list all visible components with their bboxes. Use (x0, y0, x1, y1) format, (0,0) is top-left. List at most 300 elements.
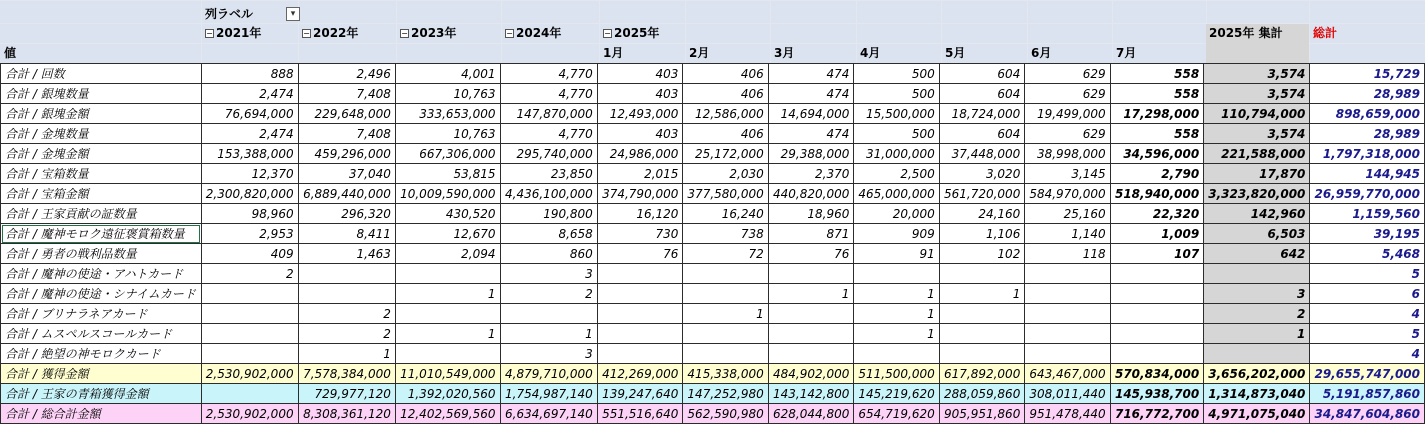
row-label-cell[interactable]: 合計 / 勇者の戦利品数量 (1, 244, 202, 264)
value-cell[interactable]: 1 (298, 344, 395, 364)
value-cell[interactable]: 562,590,980 (683, 404, 768, 424)
collapse-minus-icon[interactable]: − (303, 29, 310, 38)
table-row (1, 404, 1425, 424)
month-header: 6月 (1031, 46, 1052, 60)
value-cell[interactable]: 500 (854, 64, 939, 84)
value-cell[interactable]: 518,940,000 (1110, 184, 1204, 204)
value-cell[interactable] (201, 324, 298, 344)
value-cell[interactable]: 145,938,700 (1110, 384, 1204, 404)
value-cell[interactable]: 1 (500, 324, 597, 344)
value-cell[interactable]: 2,370 (768, 164, 854, 184)
value-cell[interactable] (1110, 264, 1204, 284)
value-cell[interactable]: 465,000,000 (854, 184, 939, 204)
value-cell[interactable] (597, 284, 683, 304)
value-cell[interactable] (1025, 324, 1110, 344)
value-cell[interactable]: 19,499,000 (1025, 104, 1110, 124)
table-row (1, 364, 1425, 384)
row-label-cell[interactable]: 合計 / 魔神の使途・アハトカード (1, 264, 202, 284)
value-cell[interactable] (854, 344, 939, 364)
value-cell[interactable] (1025, 304, 1110, 324)
value-cell[interactable]: 333,653,000 (395, 104, 500, 124)
subtotal-cell[interactable]: 142,960 (1204, 204, 1310, 224)
table-row (1, 344, 1425, 364)
grand-total-cell[interactable]: 144,945 (1310, 164, 1425, 184)
value-cell[interactable]: 16,240 (683, 204, 768, 224)
value-cell[interactable] (683, 264, 768, 284)
value-cell[interactable]: 190,800 (500, 204, 597, 224)
value-cell[interactable]: 118 (1025, 244, 1110, 264)
month-header: 4月 (860, 46, 881, 60)
collapse-minus-icon[interactable]: − (401, 29, 408, 38)
grand-total-cell[interactable]: 26,959,770,000 (1310, 184, 1425, 204)
table-row (1, 124, 1425, 144)
filter-dropdown-icon[interactable]: ▾ (286, 7, 300, 21)
value-cell[interactable]: 570,834,000 (1110, 364, 1204, 384)
value-cell[interactable]: 10,763 (395, 124, 500, 144)
gridline (856, 0, 857, 63)
value-cell[interactable]: 17,298,000 (1110, 104, 1204, 124)
grand-total-cell[interactable]: 1,797,318,000 (1310, 144, 1425, 164)
value-cell[interactable]: 3,020 (939, 164, 1025, 184)
value-cell[interactable]: 29,388,000 (768, 144, 854, 164)
column-labels-header: 列ラベル (205, 7, 254, 21)
value-cell[interactable]: 1,463 (298, 244, 395, 264)
value-cell[interactable]: 511,500,000 (854, 364, 939, 384)
grand-total-cell[interactable]: 898,659,000 (1310, 104, 1425, 124)
value-cell[interactable] (939, 324, 1025, 344)
value-cell[interactable]: 951,478,440 (1025, 404, 1110, 424)
value-cell[interactable]: 4,879,710,000 (500, 364, 597, 384)
value-cell[interactable]: 409 (201, 244, 298, 264)
value-cell[interactable]: 2,790 (1110, 164, 1204, 184)
value-cell[interactable] (1025, 284, 1110, 304)
row-label-cell[interactable]: 合計 / 魔神の使途・シナイムカード (1, 284, 202, 304)
value-cell[interactable] (500, 304, 597, 324)
value-cell[interactable]: 2,300,820,000 (201, 184, 298, 204)
value-cell[interactable]: 2,030 (683, 164, 768, 184)
row-label-cell[interactable]: 合計 / 王家貢献の証数量 (1, 204, 202, 224)
value-cell[interactable] (854, 264, 939, 284)
value-cell[interactable]: 91 (854, 244, 939, 264)
value-cell[interactable]: 153,388,000 (201, 144, 298, 164)
subtotal-cell[interactable]: 3,574 (1204, 64, 1310, 84)
grand-total-cell[interactable]: 28,989 (1310, 124, 1425, 144)
value-cell[interactable]: 3,145 (1025, 164, 1110, 184)
value-cell[interactable]: 604 (939, 84, 1025, 104)
value-cell[interactable] (768, 324, 854, 344)
gridline (1027, 0, 1028, 63)
value-cell[interactable]: 629 (1025, 64, 1110, 84)
value-cell[interactable]: 474 (768, 84, 854, 104)
value-cell[interactable]: 406 (683, 84, 768, 104)
value-cell[interactable] (683, 344, 768, 364)
value-cell[interactable] (1110, 304, 1204, 324)
value-cell[interactable]: 37,448,000 (939, 144, 1025, 164)
grand-total-cell[interactable]: 4 (1310, 344, 1425, 364)
grand-total-cell[interactable]: 39,195 (1310, 224, 1425, 244)
value-cell[interactable]: 871 (768, 224, 854, 244)
year-header-2022[interactable]: − 2022年 (303, 26, 359, 40)
value-cell[interactable]: 1 (683, 304, 768, 324)
value-cell[interactable]: 15,500,000 (854, 104, 939, 124)
value-cell[interactable]: 12,402,569,560 (395, 404, 500, 424)
value-cell[interactable]: 561,720,000 (939, 184, 1025, 204)
value-cell[interactable]: 296,320 (298, 204, 395, 224)
year-header-2023[interactable]: − 2023年 (401, 26, 457, 40)
collapse-minus-icon[interactable]: − (206, 29, 213, 38)
value-cell[interactable]: 14,694,000 (768, 104, 854, 124)
table-row (1, 104, 1425, 124)
gridline (201, 0, 202, 63)
subtotal-cell[interactable]: 3,574 (1204, 124, 1310, 144)
grand-total-cell[interactable]: 5,468 (1310, 244, 1425, 264)
value-cell[interactable]: 12,493,000 (597, 104, 683, 124)
table-row (1, 384, 1425, 404)
subtotal-cell[interactable] (1204, 344, 1310, 364)
value-cell[interactable]: 143,142,800 (768, 384, 854, 404)
value-cell[interactable]: 2,474 (201, 84, 298, 104)
value-cell[interactable]: 288,059,860 (939, 384, 1025, 404)
value-cell[interactable]: 558 (1110, 84, 1204, 104)
value-cell[interactable]: 308,011,440 (1025, 384, 1110, 404)
table-row (1, 204, 1425, 224)
row-label-cell[interactable]: 合計 / 獲得金額 (1, 364, 202, 384)
value-cell[interactable]: 76,694,000 (201, 104, 298, 124)
row-label-cell[interactable]: 合計 / 銀塊金額 (1, 104, 202, 124)
row-label-cell[interactable]: 合計 / 絶望の神モロクカード (1, 344, 202, 364)
gridline (770, 0, 771, 63)
subtotal-cell[interactable] (1204, 264, 1310, 284)
value-cell[interactable]: 37,040 (298, 164, 395, 184)
value-cell[interactable]: 654,719,620 (854, 404, 939, 424)
value-cell[interactable] (298, 284, 395, 304)
value-cell[interactable]: 25,172,000 (683, 144, 768, 164)
grand-total-cell[interactable]: 15,729 (1310, 64, 1425, 84)
row-label-cell[interactable]: 合計 / 銀塊数量 (1, 84, 202, 104)
value-cell[interactable] (395, 304, 500, 324)
value-cell[interactable]: 1 (854, 324, 939, 344)
table-row (1, 224, 1425, 244)
value-cell[interactable]: 403 (597, 124, 683, 144)
value-cell[interactable]: 1,392,020,560 (395, 384, 500, 404)
row-label-cell[interactable]: 合計 / ブリナラネアカード (1, 304, 202, 324)
value-cell[interactable]: 604 (939, 64, 1025, 84)
value-cell[interactable]: 1 (854, 304, 939, 324)
row-label-cell[interactable]: 合計 / 宝箱金額 (1, 184, 202, 204)
value-cell[interactable]: 38,998,000 (1025, 144, 1110, 164)
value-cell[interactable] (1110, 324, 1204, 344)
subtotal-cell[interactable]: 17,870 (1204, 164, 1310, 184)
value-cell[interactable]: 102 (939, 244, 1025, 264)
value-cell[interactable] (1110, 284, 1204, 304)
value-cell[interactable]: 10,763 (395, 84, 500, 104)
value-cell[interactable]: 6,889,440,000 (298, 184, 395, 204)
value-cell[interactable] (1110, 344, 1204, 364)
grand-total-cell[interactable]: 5,191,857,860 (1310, 384, 1425, 404)
value-cell[interactable] (597, 344, 683, 364)
value-cell[interactable]: 406 (683, 124, 768, 144)
value-cell[interactable]: 8,411 (298, 224, 395, 244)
month-header: 2月 (689, 46, 710, 60)
value-cell[interactable]: 229,648,000 (298, 104, 395, 124)
value-cell[interactable] (597, 264, 683, 284)
value-cell[interactable]: 1,009 (1110, 224, 1204, 244)
value-cell[interactable]: 8,658 (500, 224, 597, 244)
value-cell[interactable]: 500 (854, 84, 939, 104)
value-cell[interactable]: 4,770 (500, 84, 597, 104)
value-cell[interactable]: 24,160 (939, 204, 1025, 224)
value-cell[interactable]: 1 (854, 284, 939, 304)
value-cell[interactable]: 406 (683, 64, 768, 84)
value-cell[interactable] (298, 264, 395, 284)
grand-total-cell[interactable]: 28,989 (1310, 84, 1425, 104)
value-cell[interactable]: 643,467,000 (1025, 364, 1110, 384)
gridline (1112, 0, 1113, 63)
value-cell[interactable]: 377,580,000 (683, 184, 768, 204)
value-cell[interactable]: 2 (298, 304, 395, 324)
value-cell[interactable] (201, 284, 298, 304)
month-header: 3月 (774, 46, 795, 60)
subtotal-cell[interactable]: 1,314,873,040 (1204, 384, 1310, 404)
subtotal-cell[interactable]: 221,588,000 (1204, 144, 1310, 164)
month-header: 1月 (603, 46, 624, 60)
value-cell[interactable]: 8,308,361,120 (298, 404, 395, 424)
row-label-cell[interactable]: 合計 / 回数 (1, 64, 202, 84)
grand-total-cell[interactable]: 4 (1310, 304, 1425, 324)
value-cell[interactable]: 2 (201, 264, 298, 284)
value-cell[interactable]: 558 (1110, 124, 1204, 144)
table-row (1, 304, 1425, 324)
value-cell[interactable]: 107 (1110, 244, 1204, 264)
subtotal-cell[interactable]: 6,503 (1204, 224, 1310, 244)
value-cell[interactable]: 1,140 (1025, 224, 1110, 244)
value-cell[interactable]: 10,009,590,000 (395, 184, 500, 204)
value-cell[interactable]: 1,106 (939, 224, 1025, 244)
table-row (1, 64, 1425, 84)
value-cell[interactable]: 7,578,384,000 (298, 364, 395, 384)
value-cell[interactable]: 909 (854, 224, 939, 244)
value-cell[interactable]: 139,247,640 (597, 384, 683, 404)
value-cell[interactable]: 72 (683, 244, 768, 264)
month-header: 5月 (945, 46, 966, 60)
table-row (1, 84, 1425, 104)
grand-total-cell[interactable]: 1,159,560 (1310, 204, 1425, 224)
grand-total-cell[interactable]: 5 (1310, 264, 1425, 284)
grand-total-cell[interactable]: 29,655,747,000 (1310, 364, 1425, 384)
value-cell[interactable]: 905,951,860 (939, 404, 1025, 424)
value-cell[interactable]: 1 (395, 284, 500, 304)
value-cell[interactable]: 23,850 (500, 164, 597, 184)
value-cell[interactable]: 6,634,697,140 (500, 404, 597, 424)
value-cell[interactable]: 628,044,800 (768, 404, 854, 424)
subtotal-cell[interactable]: 1 (1204, 324, 1310, 344)
collapse-minus-icon[interactable]: − (604, 29, 611, 38)
row-label-cell[interactable]: 合計 / 王家の青箱獲得金額 (1, 384, 202, 404)
year-header-2021[interactable]: − 2021年 (206, 26, 262, 40)
row-label-cell[interactable]: 合計 / 宝箱数量 (1, 164, 202, 184)
row-label-cell[interactable]: 合計 / 金塊金額 (1, 144, 202, 164)
value-cell[interactable]: 2,094 (395, 244, 500, 264)
table-row (1, 244, 1425, 264)
value-cell[interactable]: 403 (597, 64, 683, 84)
gridline (941, 0, 942, 63)
value-cell[interactable] (939, 264, 1025, 284)
value-cell[interactable]: 76 (768, 244, 854, 264)
value-cell[interactable]: 147,870,000 (500, 104, 597, 124)
value-cell[interactable]: 1 (939, 284, 1025, 304)
grand-total-cell[interactable]: 5 (1310, 324, 1425, 344)
value-cell[interactable]: 716,772,700 (1110, 404, 1204, 424)
value-cell[interactable]: 551,516,640 (597, 404, 683, 424)
value-cell[interactable]: 558 (1110, 64, 1204, 84)
value-cell[interactable]: 667,306,000 (395, 144, 500, 164)
collapse-minus-icon[interactable]: − (506, 29, 513, 38)
grand-total-cell[interactable]: 34,847,604,860 (1310, 404, 1425, 424)
grand-total-cell[interactable]: 6 (1310, 284, 1425, 304)
value-cell[interactable]: 629 (1025, 84, 1110, 104)
value-cell[interactable] (395, 344, 500, 364)
subtotal-cell[interactable]: 3,323,820,000 (1204, 184, 1310, 204)
gridline (1309, 0, 1310, 63)
gridline (599, 0, 600, 63)
value-cell[interactable] (597, 324, 683, 344)
value-cell[interactable]: 629 (1025, 124, 1110, 144)
year-header-2025[interactable]: − 2025年 (604, 26, 660, 40)
value-cell[interactable]: 76 (597, 244, 683, 264)
subtotal-cell[interactable]: 642 (1204, 244, 1310, 264)
subtotal-cell[interactable]: 3 (1204, 284, 1310, 304)
value-cell[interactable] (201, 384, 298, 404)
grand-total-header: 総計 (1313, 26, 1338, 40)
value-cell[interactable]: 412,269,000 (597, 364, 683, 384)
value-cell[interactable] (683, 284, 768, 304)
row-label-cell[interactable]: 合計 / 金塊数量 (1, 124, 202, 144)
value-cell[interactable]: 617,892,000 (939, 364, 1025, 384)
table-row (1, 164, 1425, 184)
value-cell[interactable]: 25,160 (1025, 204, 1110, 224)
table-row (1, 144, 1425, 164)
value-cell[interactable] (597, 304, 683, 324)
value-cell[interactable]: 729,977,120 (298, 384, 395, 404)
value-cell[interactable]: 11,010,549,000 (395, 364, 500, 384)
value-cell[interactable]: 98,960 (201, 204, 298, 224)
value-cell[interactable]: 12,670 (395, 224, 500, 244)
value-cell[interactable]: 4,770 (500, 124, 597, 144)
value-cell[interactable]: 4,436,100,000 (500, 184, 597, 204)
value-cell[interactable]: 584,970,000 (1025, 184, 1110, 204)
value-cell[interactable]: 20,000 (854, 204, 939, 224)
value-cell[interactable] (768, 264, 854, 284)
value-cell[interactable]: 2 (500, 284, 597, 304)
value-cell[interactable]: 53,815 (395, 164, 500, 184)
value-cell[interactable]: 18,724,000 (939, 104, 1025, 124)
value-cell[interactable]: 474 (768, 124, 854, 144)
value-cell[interactable] (768, 344, 854, 364)
value-cell[interactable] (201, 344, 298, 364)
subtotal-cell[interactable]: 110,794,000 (1204, 104, 1310, 124)
subtotal-2025-header: 2025年 集計 (1209, 26, 1283, 40)
value-cell[interactable] (1025, 264, 1110, 284)
value-cell[interactable]: 24,986,000 (597, 144, 683, 164)
row-label-cell[interactable]: 合計 / ムスペルスコールカード (1, 324, 202, 344)
value-cell[interactable]: 500 (854, 124, 939, 144)
value-cell[interactable]: 2,500 (854, 164, 939, 184)
value-cell[interactable]: 7,408 (298, 84, 395, 104)
value-cell[interactable] (768, 304, 854, 324)
value-cell[interactable]: 440,820,000 (768, 184, 854, 204)
value-cell[interactable]: 12,370 (201, 164, 298, 184)
value-cell[interactable]: 604 (939, 124, 1025, 144)
value-cell[interactable] (939, 304, 1025, 324)
value-cell[interactable]: 2,015 (597, 164, 683, 184)
value-cell[interactable]: 484,902,000 (768, 364, 854, 384)
value-cell[interactable] (1025, 344, 1110, 364)
value-cell[interactable] (395, 264, 500, 284)
value-cell[interactable]: 145,219,620 (854, 384, 939, 404)
value-cell[interactable]: 18,960 (768, 204, 854, 224)
value-cell[interactable]: 34,596,000 (1110, 144, 1204, 164)
value-cell[interactable]: 3 (500, 264, 597, 284)
value-cell[interactable]: 415,338,000 (683, 364, 768, 384)
row-label-cell[interactable]: 合計 / 魔神モロク遠征褒賞箱数量 (1, 224, 202, 244)
value-cell[interactable]: 2 (298, 324, 395, 344)
value-cell[interactable]: 4,770 (500, 64, 597, 84)
value-cell[interactable]: 4,001 (395, 64, 500, 84)
value-cell[interactable]: 22,320 (1110, 204, 1204, 224)
value-cell[interactable]: 888 (201, 64, 298, 84)
table-row (1, 324, 1425, 344)
value-cell[interactable]: 374,790,000 (597, 184, 683, 204)
value-cell[interactable]: 474 (768, 64, 854, 84)
value-cell[interactable]: 7,408 (298, 124, 395, 144)
value-cell[interactable]: 31,000,000 (854, 144, 939, 164)
gridline (0, 0, 1425, 1)
table-row (1, 284, 1425, 304)
value-cell[interactable]: 12,586,000 (683, 104, 768, 124)
value-cell[interactable]: 2,496 (298, 64, 395, 84)
value-cell[interactable]: 3 (500, 344, 597, 364)
table-row (1, 184, 1425, 204)
subtotal-cell[interactable]: 3,656,202,000 (1204, 364, 1310, 384)
value-cell[interactable]: 2,953 (201, 224, 298, 244)
subtotal-cell[interactable]: 4,971,075,040 (1204, 404, 1310, 424)
value-cell[interactable]: 295,740,000 (500, 144, 597, 164)
value-cell[interactable]: 430,520 (395, 204, 500, 224)
value-cell[interactable]: 1 (768, 284, 854, 304)
value-cell[interactable]: 2,474 (201, 124, 298, 144)
subtotal-cell[interactable]: 2 (1204, 304, 1310, 324)
value-cell[interactable] (201, 304, 298, 324)
value-cell[interactable]: 2,530,902,000 (201, 404, 298, 424)
year-header-2024[interactable]: − 2024年 (506, 26, 562, 40)
value-cell[interactable]: 738 (683, 224, 768, 244)
value-cell[interactable]: 147,252,980 (683, 384, 768, 404)
value-cell[interactable]: 2,530,902,000 (201, 364, 298, 384)
subtotal-cell[interactable]: 3,574 (1204, 84, 1310, 104)
gridline (501, 0, 502, 63)
value-cell[interactable]: 1,754,987,140 (500, 384, 597, 404)
value-cell[interactable]: 1 (395, 324, 500, 344)
table-row (1, 264, 1425, 284)
row-label-cell[interactable]: 合計 / 総合計金額 (1, 404, 202, 424)
value-cell[interactable]: 403 (597, 84, 683, 104)
value-cell[interactable]: 730 (597, 224, 683, 244)
value-cell[interactable]: 459,296,000 (298, 144, 395, 164)
value-cell[interactable] (939, 344, 1025, 364)
value-cell[interactable]: 860 (500, 244, 597, 264)
value-cell[interactable]: 16,120 (597, 204, 683, 224)
value-cell[interactable] (683, 324, 768, 344)
